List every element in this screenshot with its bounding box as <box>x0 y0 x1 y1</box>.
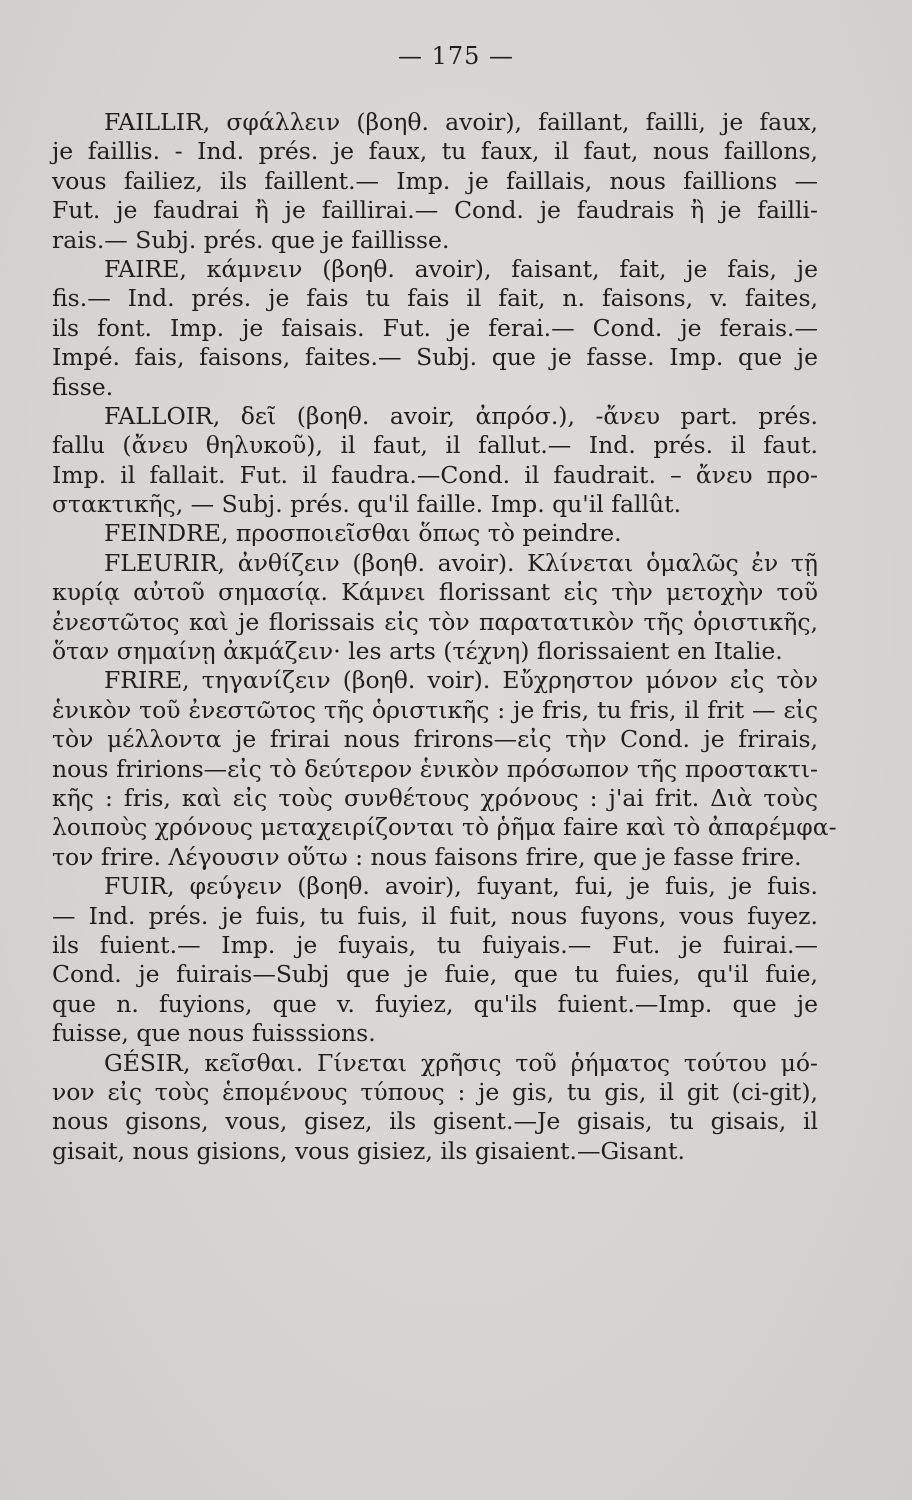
text-line: κῆς : fris, καὶ εἰς τοὺς συνθέτους χρόνους : j'ai frit. Διὰ τοὺς <box>52 783 818 812</box>
text-line: GÉSIR, κεῖσθαι. Γίνεται χρῆσις τοῦ ῥήματος τούτου μό- <box>104 1048 818 1077</box>
text-line: FRIRE, τηγανίζειν (βοηθ. voir). Εὔχρηστον μόνον εἰς τὸν <box>104 666 818 695</box>
text-line: λοιποὺς χρόνους μεταχειρίζονται τὸ ῥῆμα faire καὶ τὸ ἀπαρέμφα- <box>52 813 837 842</box>
text-line: que n. fuyions, que v. fuyiez, qu'ils fuient.—Imp. que je <box>52 989 818 1018</box>
text-line: FEINDRE, προσποιεῖσθαι ὅπως τὸ peindre. <box>104 519 622 548</box>
text-line: Impé. fais, faisons, faites.— Subj. que je fasse. Imp. que je <box>52 343 818 372</box>
text-line: rais.— Subj. prés. que je faillisse. <box>52 225 450 254</box>
text-line: fallu (ἄνευ θηλυκοῦ), il faut, il fallut.— Ind. prés. il faut. <box>52 431 818 460</box>
text-line: vous failiez, ils faillent.— Imp. je faillais, nous faillions — <box>52 166 818 195</box>
text-line: ils font. Imp. je faisais. Fut. je ferai.— Cond. je ferais.— <box>52 313 818 342</box>
text-line: Fut. je faudrai ἢ je faillirai.— Cond. je faudrais ἢ je failli- <box>52 196 818 225</box>
text-line: ὅταν σημαίνῃ ἀκμάζειν· les arts (τέχνη) florissaient en Italie. <box>52 637 783 666</box>
text-line: je faillis. - Ind. prés. je faux, tu faux, il faut, nous faillons, <box>52 137 818 166</box>
text-line: FLEURIR, ἀνθίζειν (βοηθ. avoir). Κλίνεται ὁμαλῶς ἐν τῇ <box>104 548 818 577</box>
text-line: FUIR, φεύγειν (βοηθ. avoir), fuyant, fui, je fuis, je fuis. <box>104 872 818 901</box>
text-line: ἑνικὸν τοῦ ἐνεστῶτος τῆς ὁριστικῆς : je fris, tu fris, il frit — εἰς <box>52 695 818 724</box>
text-line: — Ind. prés. je fuis, tu fuis, il fuit, nous fuyons, vous fuyez. <box>52 901 818 930</box>
text-line: τὸν μέλλοντα je frirai nous frirons—εἰς τὴν Cond. je frirais, <box>52 725 818 754</box>
dictionary-text <box>52 108 837 1166</box>
text-line: nous gisons, vous, gisez, ils gisent.—Je gisais, tu gisais, il <box>52 1107 818 1136</box>
text-line: nous fririons—εἰς τὸ δεύτερον ἑνικὸν πρόσωπον τῆς προστακτι- <box>52 754 818 783</box>
text-line: gisait, nous gisions, vous gisiez, ils gisaient.—Gisant. <box>52 1136 685 1165</box>
text-line: ils fuient.— Imp. je fuyais, tu fuiyais.— Fut. je fuirai.— <box>52 930 818 959</box>
text-line: fis.— Ind. prés. je fais tu fais il fait, n. faisons, v. faites, <box>52 284 818 313</box>
text-line: νον εἰς τοὺς ἑπομένους τύπους : je gis, tu gis, il git (ci-git), <box>52 1077 818 1106</box>
text-line: τον frire. Λέγουσιν οὕτω : nous faisons frire, que je fasse frire. <box>52 842 802 871</box>
text-line: κυρίᾳ αὐτοῦ σημασίᾳ. Κάμνει florissant εἰς τὴν μετοχὴν τοῦ <box>52 578 818 607</box>
text-line: FALLOIR, δεῖ (βοηθ. avoir, ἀπρόσ.), -ἄνευ part. prés. <box>104 401 818 430</box>
text-line: FAILLIR, σφάλλειν (βοηθ. avoir), faillant, failli, je faux, <box>104 108 818 136</box>
text-line: fuisse, que nous fuisssions. <box>52 1019 376 1048</box>
text-line: fisse. <box>52 372 114 401</box>
text-line: στακτικῆς, — Subj. prés. qu'il faille. Imp. qu'il fallût. <box>52 490 682 519</box>
text-line: Cond. je fuirais—Subj que je fuie, que tu fuies, qu'il fuie, <box>52 960 818 989</box>
text-line: Imp. il fallait. Fut. il faudra.—Cond. il faudrait. – ἄνευ προ- <box>52 460 818 489</box>
text-line: ἐνεστῶτος καὶ je florissais εἰς τὸν παρατατικὸν τῆς ὁριστικῆς, <box>52 607 818 636</box>
page-number: — 175 — <box>397 42 515 70</box>
text-line: FAIRE, κάμνειν (βοηθ. avoir), faisant, fait, je fais, je <box>104 254 818 283</box>
